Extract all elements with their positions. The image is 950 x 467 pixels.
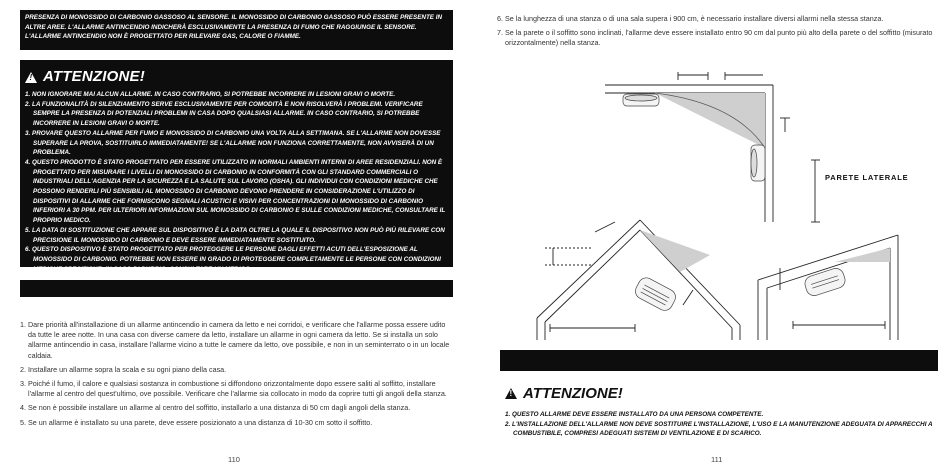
warning-item: 6. QUESTO DISPOSITIVO È STATO PROGETTATO PER PROTEGGERE LE PERSONE DAGLI EFFETTI ACUTI DELL'ESPOSIZIONE AL MONOSSIDO DI CARBONIO. POTREBBE NON ESSERE IN GRADO DI PROTEGGERE COMPLETAMENTE LE PERSONE CON CONDIZIONI MEDICHE SPECIFICHE. IN CASO DI DUBBIO, CONSULTARE UN MEDICO. [25,246,441,273]
list-item: 3. Poiché il fumo, il calore e qualsiasi sostanza in combustione si diffondono orizzontalmente dopo essere saliti al soffitto, installare l'allarme al centro del quest'ultimo, ove possibile. Verificare che l'allarme sia collocato in modo da coprire tutti gli angoli della stanza. [20,379,447,399]
section-bar [20,280,453,297]
warning-title: ATTENZIONE! [43,68,145,86]
right-page [475,0,950,467]
list-item: 6. Se la lunghezza di una stanza o di una sala supera i 900 cm, è necessario installare diversi allarmi nella stessa stanza. [497,14,884,23]
warning-item: 5. LA DATA DI SOSTITUZIONE CHE APPARE SUL DISPOSITIVO È LA DATA OLTRE LA QUALE IL DISPOSITIVO NON PUÒ PIÙ RILEVARE CON PRECISIONE IL MONOSSIDO DI CARBONIO E DEVE ESSERE IMMEDIATAMENTE SOSTITUITO. [25,226,445,244]
slope-alarm-icon [803,266,847,297]
co-sensor-notice: PRESENZA DI MONOSSIDO DI CARBONIO GASSOSO AL SENSORE. IL MONOSSIDO DI CARBONIO GASSOSO PUÒ ESSERE PRESENTE IN ALTRE AREE. L'ALLARME ANTINCENDIO INDICHERÀ ESCLUSIVAMENTE LA PRESENZA DI FUMO CHE RAGGIUNGE IL SENSORE. L'ALLARME ANTINCENDIO NON È PROGETTATO PER RILEVARE GAS, CALORE O FIAMME. [20,10,453,50]
list-item: 7. Se la parete o il soffitto sono inclinati, l'allarme deve essere installato entro 90 cm dal punto più alto della parete o del soffitto (misurato orizzontalmente) nella stanza. [497,28,933,48]
page-number: 111 [711,455,723,464]
side-wall-label: PARETE LATERALE [825,173,909,182]
warning-header [25,64,448,90]
section-bar [500,350,938,371]
warning-title: ATTENZIONE! [523,385,623,402]
mounting-diagram [475,0,950,350]
warning-list [505,410,935,439]
warning-item: 1. NON IGNORARE MAI ALCUN ALLARME. IN CASO CONTRARIO, SI POTREBBE INCORRERE IN LESIONI GRAVI O MORTE. [25,91,396,98]
list-item: 4. Se non è possibile installare un allarme al centro del soffitto, installarlo a una distanza di 50 cm dagli angoli della stanza. [20,403,411,413]
warning-icon [25,72,37,83]
warning-item: 2. L'INSTALLAZIONE DELL'ALLARME NON DEVE SOSTITUIRE L'INSTALLAZIONE, L'USO E LA MANUTENZIONE ADEGUATA DI APPARECCHI A COMBUSTIBILE, COMPRESI ADEGUATI SISTEMI DI VENTILAZIONE E DI SCARICO. [505,420,933,438]
warning-item: 4. QUESTO PRODOTTO È STATO PROGETTATO PER ESSERE UTILIZZATO IN NORMALI AMBIENTI INTERNI DI AREE RESIDENZIALI. NON È PROGETTATO PER MISURARE I LIVELLI DI MONOSSIDO DI CARBONIO IN CONFORMITÀ CON GLI STANDARD COMMERCIALI O INDUSTRIALI DELL'AGENZIA PER LA SICUREZZA E LA SALUTE SUL LAVORO (OSHA). GLI INDIVIDUI CON CONDIZIONI MEDICHE CHE POSSONO RENDERLI PIÙ SENSIBILI AL MONOSSIDO DI CARBONIO DEVONO PRENDERE IN CONSIDERAZIONE L'UTILIZZO DI DISPOSITIVI DI ALLARME CHE FORNISCONO SEGNALI ACUSTICI E VISIVI PER CONCENTRAZIONI DI MONOSSIDO DI CARBONIO INFERIORI A 30 PPM. PER ULTERIORI INFORMAZIONI SUL MONOSSIDO DI CARBONIO E SULLE CONDIZIONI MEDICHE, CONSULTARE IL PROPRIO MEDICO. [25,158,446,225]
page-number: 110 [228,455,240,464]
ceiling-alarm-icon [623,94,659,106]
peaked-ceiling-diagram [537,220,740,340]
wall-alarm-icon [751,145,765,181]
warning-header [505,385,623,402]
installation-list [20,320,450,432]
warning-item: 1. QUESTO ALLARME DEVE ESSERE INSTALLATO DA UNA PERSONA COMPETENTE. [505,411,764,418]
warning-icon [505,388,517,399]
warning-box [20,60,453,273]
list-item: 1. Dare priorità all'installazione di un allarme antincendio in camera da letto e nei corridoi, e verificare che l'allarme possa essere udito da tutte le aree notte. In una casa con diverse camere da letto, installare un allarme in ogni camera da letto. Se si installa un solo allarme antincendio in casa, installare l'allarme vicino a tutte le camere da letto, ove possibile, e non in un seminterrato o in un locale caldaia. [20,320,450,360]
peak-alarm-icon [633,275,679,313]
warning-list [25,90,448,274]
warning-item: 3. PROVARE QUESTO ALLARME PER FUMO E MONOSSIDO DI CARBONIO UNA VOLTA ALLA SETTIMANA. SE L'ALLARME NON DOVESSE SUPERARE LA PROVA, SOSTITUIRLO IMMEDIATAMENTE! SE L'ALLARME NON FUNZIONA CORRETTAMENTE, NON AVVISERÀ DI UN PROBLEMA. [25,129,441,157]
list-item: 5. Se un allarme è installato su una parete, deve essere posizionato a una distanza di 10-30 cm sotto il soffitto. [20,417,373,427]
warning-item: 2. LA FUNZIONALITÀ DI SILENZIAMENTO SERVE ESCLUSIVAMENTE PER COMODITÀ E NON RISOLVERÀ I PROBLEMI. VERIFICARE SEMPRE LA PRESENZA DI POTENZIALI PROBLEMI IN CASA DOPO QUALSIASI ALLARME. IN CASO CONTRARIO, SI POTREBBE INCORRERE IN LESIONI GRAVI O MORTE. [25,100,423,128]
list-item: 2. Installare un allarme sopra la scala e su ogni piano della casa. [20,364,227,374]
